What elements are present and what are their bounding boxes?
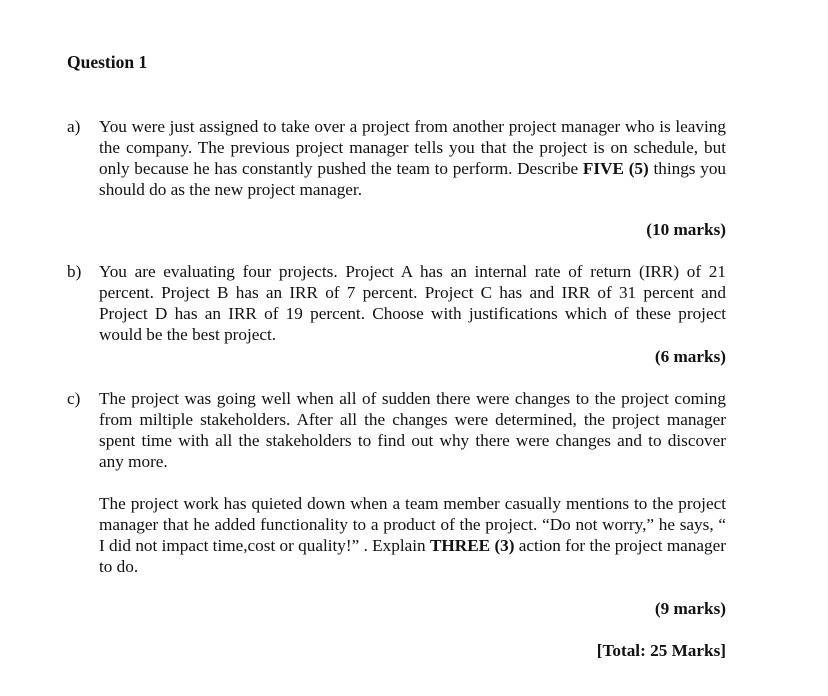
part-b-label: b)	[67, 262, 82, 281]
part-a-label: a)	[67, 117, 81, 136]
part-c-para2-before: The project work has quieted down when a team member casually mentions to the project manager that he added functionality to a product of the project. “Do not worry,” he says, “ I did not impact time,cost or quality!” . Explain	[99, 494, 726, 555]
part-c-para2-bold: THREE (3)	[429, 536, 515, 555]
total-marks: [Total: 25 Marks]	[596, 641, 726, 660]
question-title: Question 1	[67, 52, 148, 72]
part-b-marks: (6 marks)	[654, 347, 726, 366]
part-c-marks: (9 marks)	[654, 599, 726, 618]
part-a-text	[99, 116, 726, 200]
part-c-label: c)	[67, 389, 81, 408]
part-c-para2-after: action for the project manager to do.	[99, 536, 726, 576]
part-a-text-after: things you should do as the new project manager.	[99, 159, 727, 199]
part-b-text: You are evaluating four projects. Project A has an internal rate of return (IRR) of 21 percent. Project B has an IRR of 7 percent. Project C has and IRR of 31 percent and Project D has an IRR of 19 percent. Choose with justifications which of these project would be the best project.	[99, 262, 726, 344]
part-a-text-before: You were just assigned to take over a project from another project manager who is leaving the company. The previous project manager tells you that the project is on schedule, but only because he has constantly pushed the team to perform. Describe	[99, 117, 726, 178]
part-a-bold: FIVE (5)	[582, 159, 649, 178]
part-c-para1: The project was going well when all of sudden there were changes to the project coming from miltiple stakeholders. After all the changes were determined, the project manager spent time with all the stakeholders to find out why there were changes and to discover any more.	[99, 389, 726, 471]
part-c-para2	[99, 493, 726, 577]
part-a-marks: (10 marks)	[646, 220, 726, 239]
